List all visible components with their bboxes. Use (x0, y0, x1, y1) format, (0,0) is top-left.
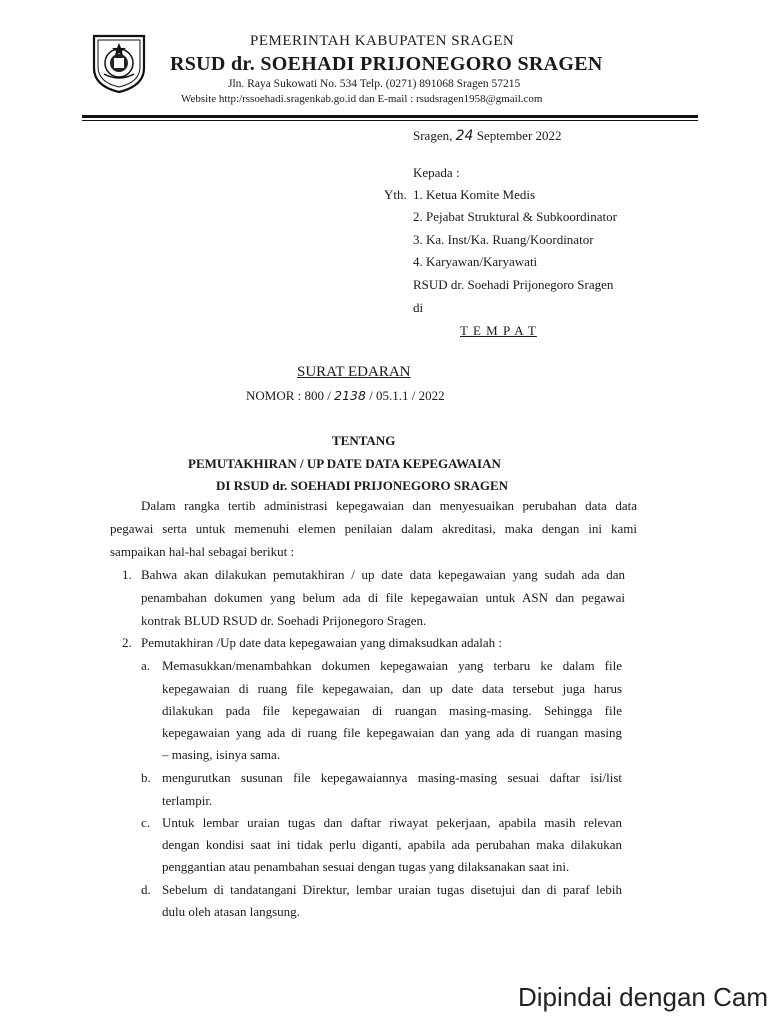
doc-title: SURAT EDARAN (297, 364, 411, 380)
doc-number-label: NOMOR : 800 / (246, 388, 331, 403)
subject-line-1: PEMUTAKHIRAN / UP DATE DATA KEPEGAWAIAN (188, 456, 501, 471)
point-1-line: penambahan dokumen yang belum ada di file kepegawaian untuk ASN dan pegawai (141, 590, 625, 605)
recipient-item: 2. Pejabat Struktural & Subkoordinator (413, 209, 618, 224)
recipient-kepada: Kepada : (413, 165, 460, 180)
recipient-yth: Yth. (384, 187, 407, 202)
sub-d-line: Sebelum di tandatangani Direktur, lembar uraian tugas disetujui dan di paraf lebih (162, 882, 622, 897)
point-1-number: 1. (122, 567, 132, 582)
doc-number-handwritten: 2138 (334, 388, 366, 403)
recipient-item: 1. Ketua Komite Medis (413, 187, 536, 202)
doc-number-rest: / 05.1.1 / 2022 (369, 388, 445, 403)
intro-line: Dalam rangka tertib administrasi kepegawaian dan menyesuaikan perubahan data data (141, 498, 637, 513)
point-2-line: Pemutakhiran /Up date data kepegawaian yang dimaksudkan adalah : (141, 635, 502, 650)
sub-b-line: terlampir. (162, 793, 213, 808)
doc-number (246, 386, 445, 406)
sub-c-line: penggantian atau penambahan sesuai dengan tugas yang dilaksanakan saat ini. (162, 859, 570, 874)
point-1-line: Bahwa akan dilakukan pemutakhiran / up date data kepegawaian yang sudah ada dan (141, 567, 625, 582)
recipient-tempat: T E M P A T (460, 323, 537, 338)
date-prefix: Sragen, (413, 128, 453, 143)
recipient-item: 4. Karyawan/Karyawati (413, 254, 538, 269)
sub-a-line: kepegawaian yang ada di ruang file kepegawaian dan yang ada di ruangan masing (162, 725, 622, 740)
header-hospital-name: RSUD dr. SOEHADI PRIJONEGORO SRAGEN (170, 53, 603, 75)
sub-b-label: b. (141, 770, 151, 785)
subject-line-2: DI RSUD dr. SOEHADI PRIJONEGORO SRAGEN (216, 478, 509, 493)
header-address: Jln. Raya Sukowati No. 534 Telp. (0271) 891068 Sragen 57215 (228, 78, 521, 90)
point-2-number: 2. (122, 635, 132, 650)
sub-c-label: c. (141, 815, 151, 830)
recipient-di: di (413, 300, 424, 315)
intro-line: sampaikan hal-hal sebagai berikut : (110, 544, 295, 559)
header-divider-thin (82, 120, 698, 121)
date-month-year: September 2022 (476, 128, 562, 143)
sub-c-line: dengan kondisi saat ini tidak perlu diganti, apabila ada perubahan maka dilakukan (162, 837, 622, 852)
scanner-watermark: Dipindai dengan Cam (517, 982, 768, 1012)
sub-a-line: Memasukkan/menambahkan dokumen kepegawaian yang terbaru ke dalam file (162, 658, 622, 673)
point-1-line: kontrak BLUD RSUD dr. Soehadi Prijonegoro Sragen. (141, 613, 427, 628)
intro-line: pegawai serta untuk memenuhi elemen penilaian dalam akreditasi, maka dengan ini kami (110, 521, 637, 536)
sub-a-line: kepegawaian di ruang file kepegawaian, dan up date data tersebut juga harus (162, 681, 622, 696)
tentang-heading: TENTANG (332, 433, 396, 448)
kabupaten-sragen-emblem-icon (88, 30, 150, 94)
header-website: Website http:/rssoehadi.sragenkab.go.id dan E-mail : rsudsragen1958@gmail.com (181, 93, 543, 105)
sub-b-line: mengurutkan susunan file kepegawaiannya masing-masing sesuai daftar isi/list (162, 770, 622, 785)
recipient-institution: RSUD dr. Soehadi Prijonegoro Sragen (413, 277, 614, 292)
date-day-handwritten: 24 (455, 128, 474, 144)
sub-d-label: d. (141, 882, 151, 897)
letter-date (413, 126, 562, 146)
recipient-item: 3. Ka. Inst/Ka. Ruang/Koordinator (413, 232, 594, 247)
sub-a-line: – masing, isinya sama. (162, 747, 281, 762)
header-divider-thick (82, 115, 698, 118)
sub-d-line: dulu oleh atasan langsung. (162, 904, 300, 919)
sub-a-label: a. (141, 658, 151, 673)
header-government: PEMERINTAH KABUPATEN SRAGEN (250, 33, 515, 49)
sub-c-line: Untuk lembar uraian tugas dan daftar riwayat pekerjaan, apabila masih relevan (162, 815, 622, 830)
sub-a-line: dilakukan pada file kepegawaian di ruangan masing-masing. Sehingga file (162, 703, 622, 718)
